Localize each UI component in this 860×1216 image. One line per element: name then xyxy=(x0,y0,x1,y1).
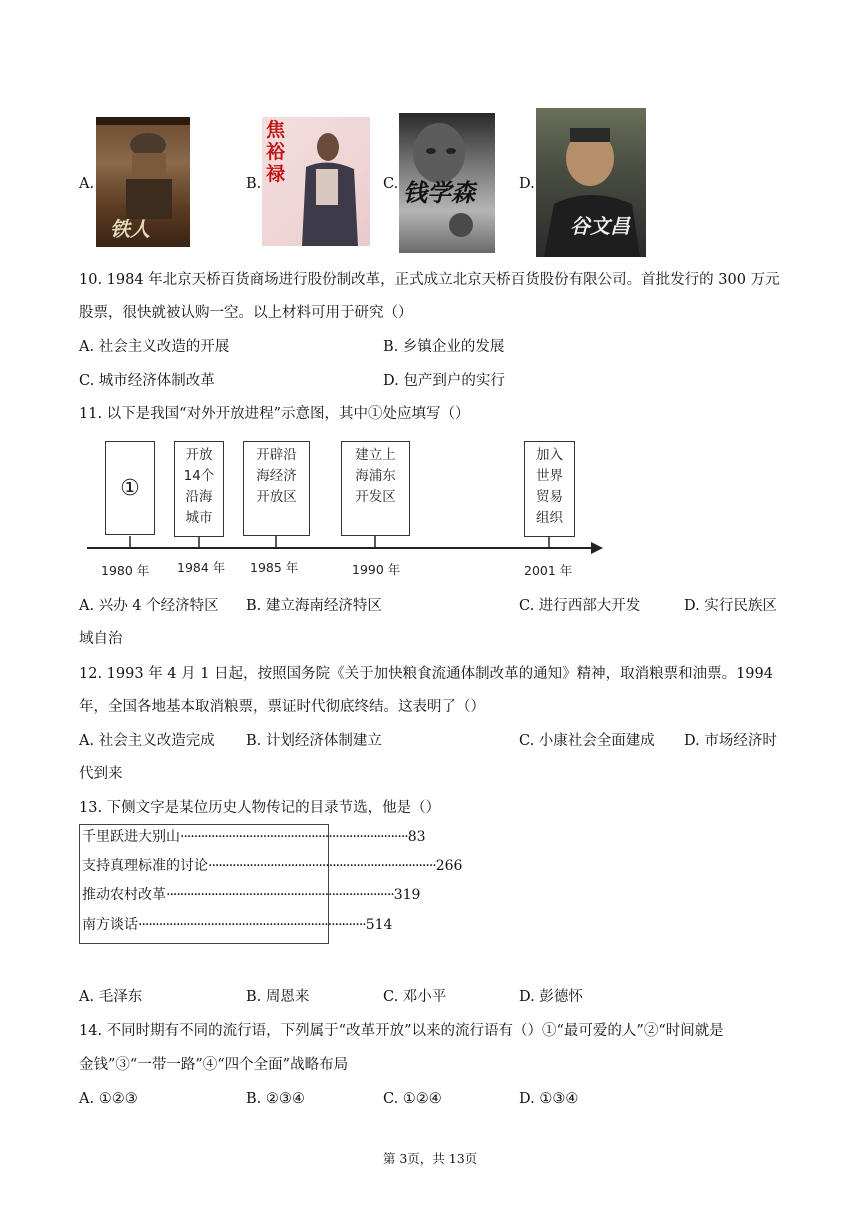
poster-qianxuesen-image xyxy=(399,113,495,253)
q14-option-c: C. ①②④ xyxy=(383,1091,442,1107)
poster-jiaoyulu-title: 焦裕禄 xyxy=(266,119,286,185)
q14-option-d: D. ①③④ xyxy=(519,1091,579,1107)
poster-jiaoyulu-image xyxy=(262,117,370,246)
timeline-box-2001 xyxy=(524,441,575,537)
poster-guwenchang-title: 谷文昌 xyxy=(570,214,630,238)
toc-title: 支持真理标准的讨论 xyxy=(82,858,208,874)
q12-option-d-continued: 代到来 xyxy=(79,766,123,782)
timeline-year-1980: 1980 年 xyxy=(101,563,150,578)
q10-stem-line1: 10. 1984 年北京天桥百货商场进行股份制改革，正式成立北京天桥百货股份有限公司。首批发行的 300 万元 xyxy=(79,272,780,288)
q12-option-d: D. 市场经济时 xyxy=(684,733,777,749)
timeline-box-2001-line: 世界 xyxy=(536,468,563,484)
toc-title: 南方谈话 xyxy=(82,917,138,933)
timeline-box-2001-line: 贸易 xyxy=(536,489,563,505)
q13-option-d: D. 彭德怀 xyxy=(519,989,583,1005)
timeline-box-1985-line: 海经济 xyxy=(256,468,297,484)
q12-option-c: C. 小康社会全面建成 xyxy=(519,733,655,749)
q10-option-c: C. 城市经济体制改革 xyxy=(79,373,215,389)
toc-row: 千里跃进大别山 ·································································· 83 xyxy=(82,829,426,845)
q9-option-b-label: B. xyxy=(246,176,262,192)
timeline-box-1990-line: 开发区 xyxy=(355,489,396,505)
q13-option-c: C. 邓小平 xyxy=(383,989,447,1005)
q10-option-d: D. 包产到户的实行 xyxy=(383,373,505,389)
timeline-box-1984-line: 14个 xyxy=(183,468,215,484)
q12-option-a: A. 社会主义改造完成 xyxy=(79,733,215,749)
toc-page: 319 xyxy=(393,887,421,903)
poster-qianxuesen-title: 钱学森 xyxy=(403,178,475,207)
toc-page: 514 xyxy=(365,917,393,933)
timeline-box-1985 xyxy=(243,441,310,536)
timeline-box-1984 xyxy=(174,441,224,537)
toc-title: 千里跃进大别山 xyxy=(82,829,180,845)
q14-stem-line2: 金钱”③“一带一路”④“四个全面”战略布局 xyxy=(79,1057,349,1073)
q14-option-a: A. ①②③ xyxy=(79,1091,138,1107)
timeline-box-1985-line: 开放区 xyxy=(256,489,297,505)
toc-page: 83 xyxy=(407,829,426,845)
timeline-box-1990-line: 海浦东 xyxy=(355,468,396,484)
q13-option-b: B. 周恩来 xyxy=(246,989,310,1005)
q13-option-a: A. 毛泽东 xyxy=(79,989,143,1005)
q11-stem: 11. 以下是我国“对外开放进程”示意图，其中①处应填写（） xyxy=(79,406,470,422)
timeline-box-1984-line: 沿海 xyxy=(185,489,213,505)
opening-up-timeline-diagram xyxy=(79,436,609,582)
timeline-year-1985: 1985 年 xyxy=(250,560,299,575)
q12-option-b: B. 计划经济体制建立 xyxy=(246,733,382,749)
q10-option-a: A. 社会主义改造的开展 xyxy=(79,339,230,355)
q9-option-d-label: D. xyxy=(519,176,535,192)
q11-option-d: D. 实行民族区 xyxy=(684,598,777,614)
timeline-box-1980: ① xyxy=(105,441,155,535)
timeline-box-1984-line: 城市 xyxy=(185,510,213,526)
toc-row: 南方谈话 ·································································· 514 xyxy=(82,917,393,933)
q10-stem-line2: 股票，很快就被认购一空。以上材料可用于研究（） xyxy=(79,305,413,321)
toc-row: 推动农村改革 ·································································· 319 xyxy=(82,887,421,903)
timeline-year-2001: 2001 年 xyxy=(524,563,573,578)
timeline-box-1990 xyxy=(341,441,410,536)
q12-stem-line2: 年，全国各地基本取消粮票，票证时代彻底终结。这表明了（） xyxy=(79,699,485,715)
biography-toc-box xyxy=(79,824,463,944)
q9-option-c-label: C. xyxy=(383,176,399,192)
q11-option-b: B. 建立海南经济特区 xyxy=(246,598,382,614)
timeline-box-2001-line: 组织 xyxy=(536,510,563,526)
poster-tieren-title: 铁人 xyxy=(110,217,150,241)
toc-page: 266 xyxy=(435,858,463,874)
timeline-box-1984-line: 开放 xyxy=(185,447,213,463)
poster-guwenchang-image xyxy=(536,108,646,257)
timeline-year-1990: 1990 年 xyxy=(352,562,401,577)
q11-option-a: A. 兴办 4 个经济特区 xyxy=(79,598,219,614)
timeline-year-1984: 1984 年 xyxy=(177,560,226,575)
q13-stem: 13. 下侧文字是某位历史人物传记的目录节选，他是（） xyxy=(79,800,441,816)
q12-stem-line1: 12. 1993 年 4 月 1 日起，按照国务院《关于加快粮食流通体制改革的通知》精神，取消粮票和油票。1994 xyxy=(79,666,773,682)
q14-stem-line1: 14. 不同时期有不同的流行语，下列属于“改革开放”以来的流行语有（）①“最可爱的人”②“时间就是 xyxy=(79,1023,724,1039)
q11-option-d-continued: 域自治 xyxy=(79,631,123,647)
toc-row: 支持真理标准的讨论 ·································································· 266 xyxy=(82,858,463,874)
q10-option-b: B. 乡镇企业的发展 xyxy=(383,339,505,355)
timeline-box-1985-line: 开辟沿 xyxy=(256,447,297,463)
page-footer: 第 3页，共 13页 xyxy=(382,1151,478,1166)
q11-option-c: C. 进行西部大开发 xyxy=(519,598,641,614)
q9-option-a-label: A. xyxy=(79,176,95,192)
q14-option-b: B. ②③④ xyxy=(246,1091,305,1107)
timeline-box-1990-line: 建立上 xyxy=(355,447,396,463)
timeline-box-2001-line: 加入 xyxy=(536,447,563,463)
toc-title: 推动农村改革 xyxy=(82,887,166,903)
poster-tieren-image xyxy=(96,117,190,247)
